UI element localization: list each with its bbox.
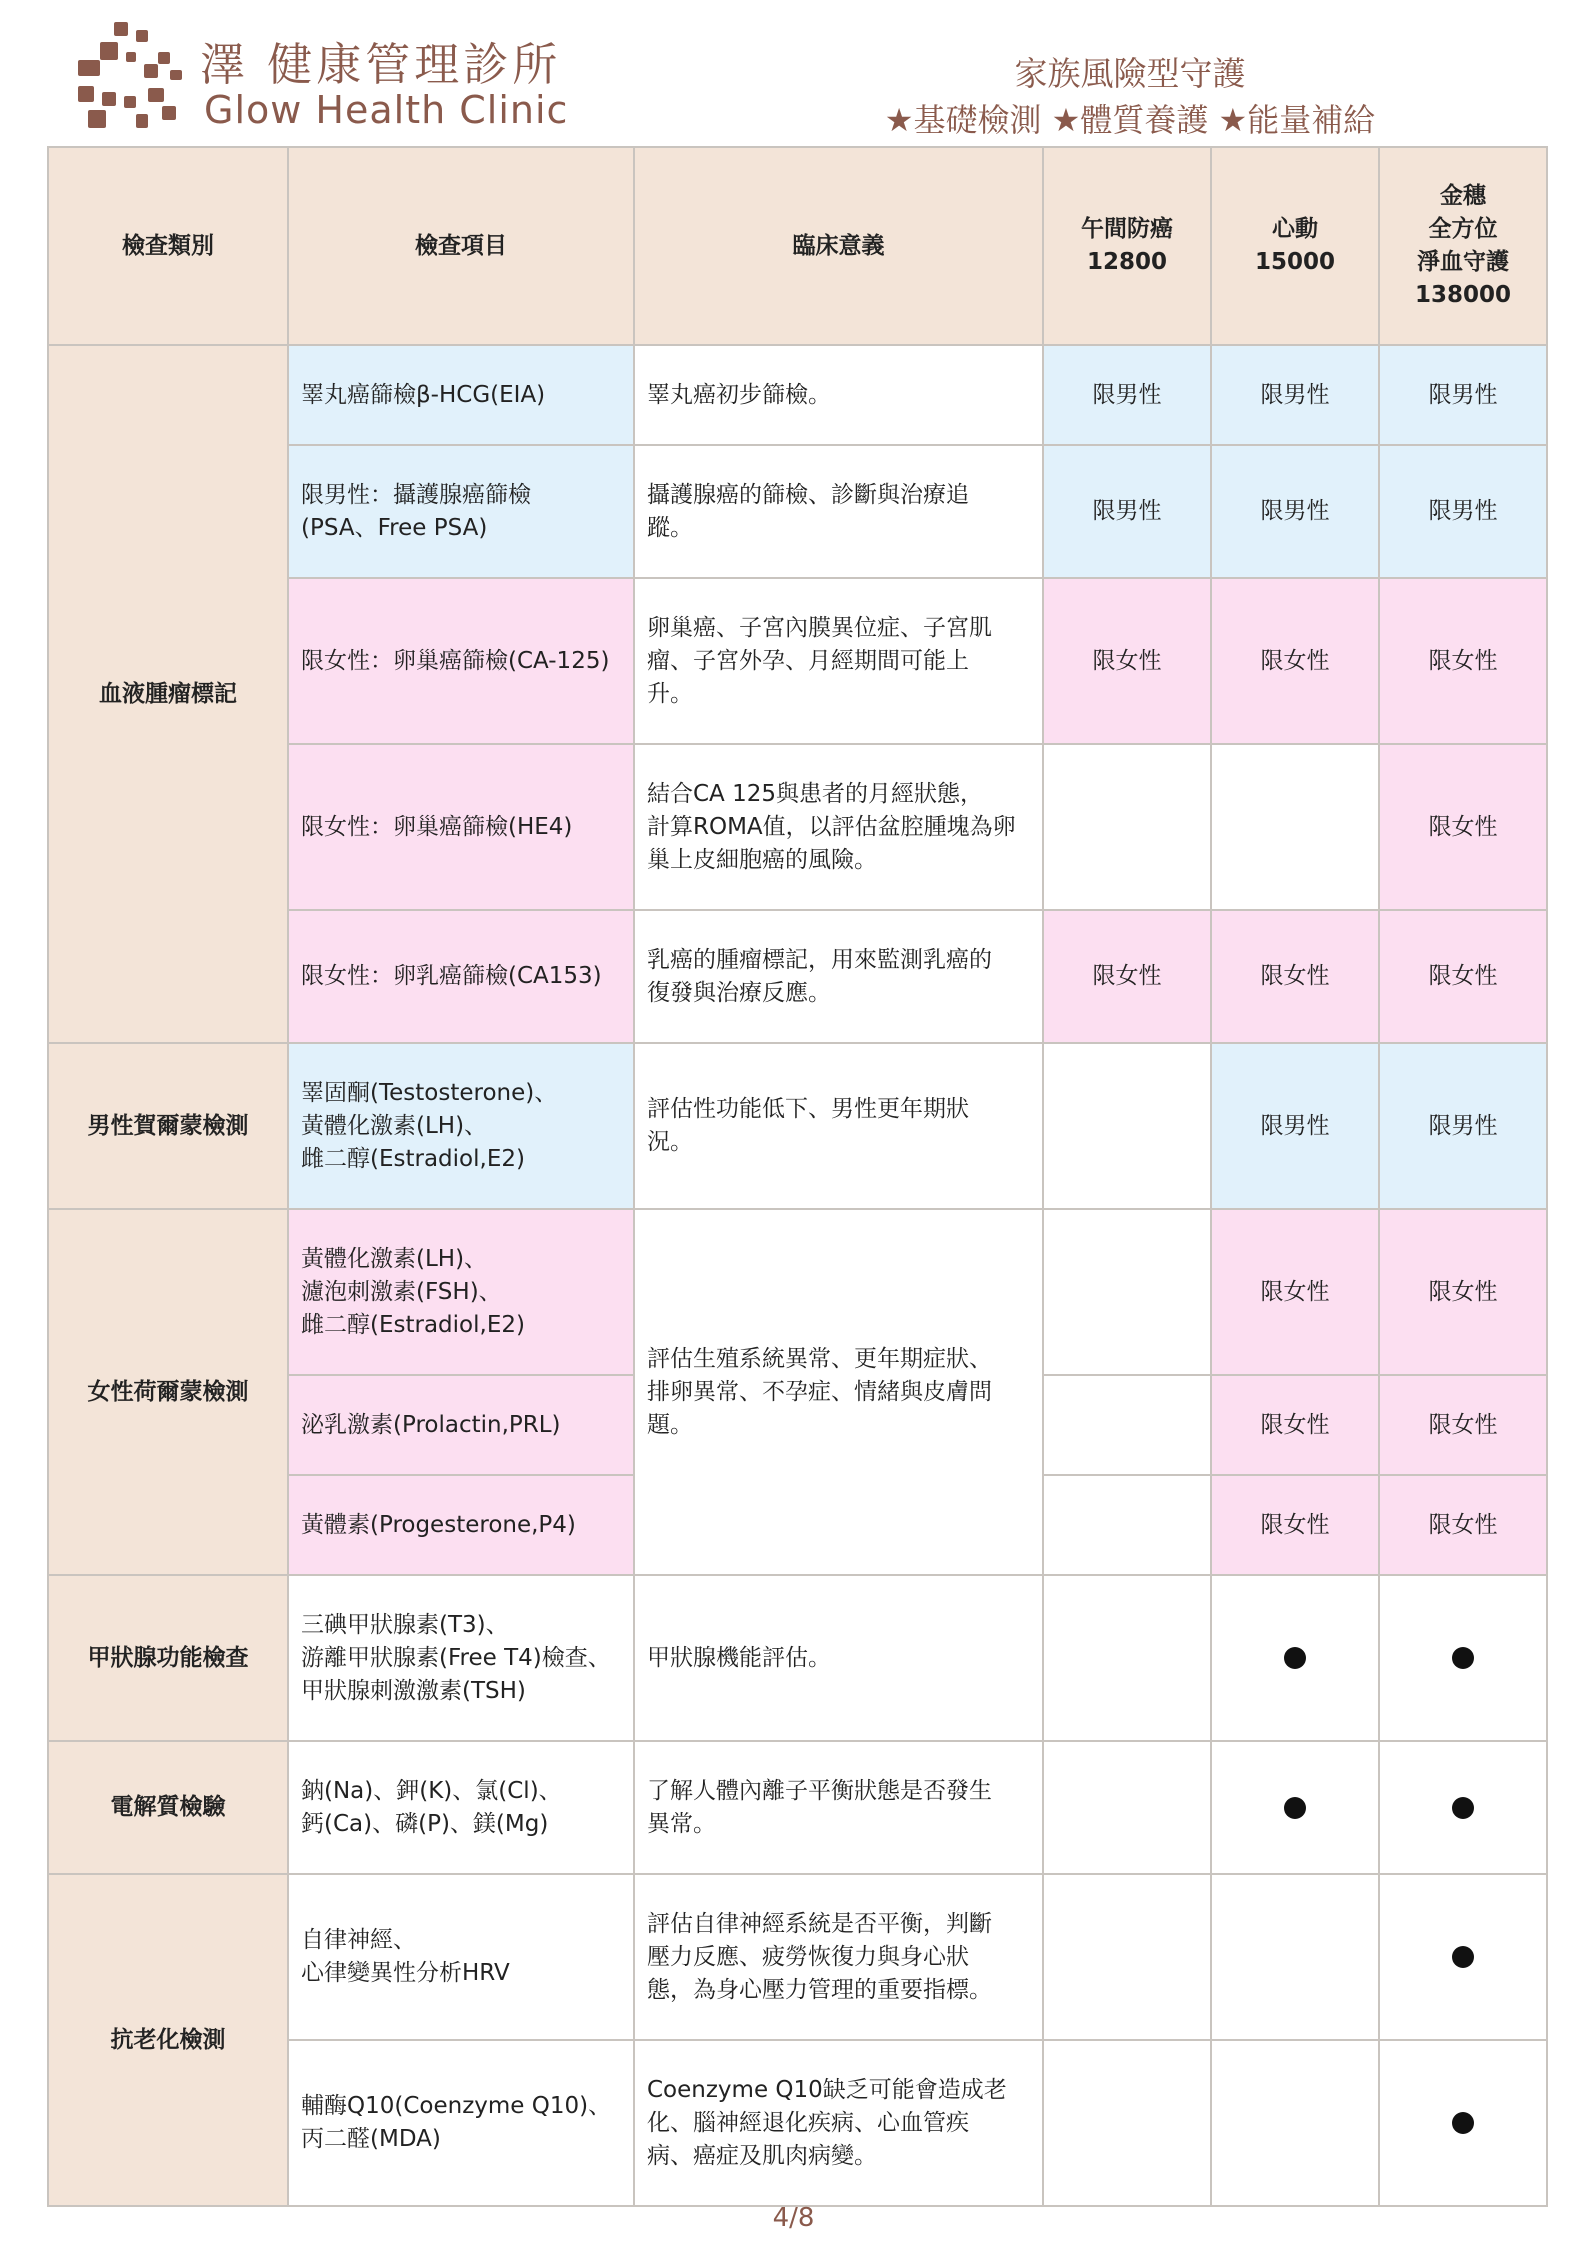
plan-1-cell [1043, 1874, 1211, 2040]
plan-2-cell [1211, 1741, 1379, 1874]
item-line: 鈉(Na)、鉀(K)、氯(Cl)、 [301, 1777, 562, 1804]
included-dot-icon [1452, 1647, 1474, 1669]
item-cell [288, 1043, 634, 1209]
plan-1-cell [1043, 1043, 1211, 1209]
item-line: 黃體化激素(LH)、 [301, 1245, 488, 1272]
item-line: 雌二醇(Estradiol,E2) [301, 1145, 525, 1172]
plan-1-cell: 限女性 [1043, 578, 1211, 744]
header-plan-2 [1211, 147, 1379, 345]
item-line: 雌二醇(Estradiol,E2) [301, 1311, 525, 1338]
item-line: 睪丸癌篩檢β-HCG(EIA) [301, 381, 546, 408]
header-item: 檢查項目 [288, 147, 634, 345]
plan-2-cell [1211, 744, 1379, 910]
plan-3-cell: 限女性 [1379, 1375, 1547, 1475]
included-dot-icon [1284, 1647, 1306, 1669]
plan-1-cell [1043, 1209, 1211, 1375]
header-meaning: 臨床意義 [634, 147, 1043, 345]
item-cell [288, 345, 634, 445]
item-cell [288, 1741, 634, 1874]
item-line: 自律神經、 [301, 1927, 416, 1953]
meaning-line: Coenzyme Q10缺乏可能會造成老 [647, 2076, 1007, 2103]
meaning-cell [634, 1874, 1043, 2040]
plan-1-cell: 限男性 [1043, 445, 1211, 578]
plan-3-cell: 限男性 [1379, 345, 1547, 445]
clinic-logo-icon [78, 22, 184, 134]
included-dot-icon [1284, 1797, 1306, 1819]
meaning-line: 態，為身心壓力管理的重要指標。 [647, 1976, 992, 2003]
meaning-cell [634, 1575, 1043, 1741]
item-cell [288, 1874, 634, 2040]
plan-2-cell [1211, 2040, 1379, 2206]
table-row [48, 1874, 1547, 2040]
item-cell [288, 445, 634, 578]
included-dot-icon [1452, 2112, 1474, 2134]
category-cell: 女性荷爾蒙檢測 [48, 1209, 288, 1575]
meaning-cell [634, 744, 1043, 910]
meaning-line: 巢上皮細胞癌的風險。 [647, 846, 877, 873]
meaning-line: 計算ROMA值，以評估盆腔腫塊為卵 [647, 813, 1016, 840]
page-number: 4/8 [772, 2203, 815, 2233]
item-line: 心律變異性分析HRV [301, 1960, 510, 1986]
meaning-cell [634, 445, 1043, 578]
plan-1-cell: 限男性 [1043, 345, 1211, 445]
header-plan-1 [1043, 147, 1211, 345]
meaning-cell [634, 345, 1043, 445]
item-cell [288, 578, 634, 744]
plan-2-cell [1211, 1575, 1379, 1741]
plan-3-cell: 限女性 [1379, 1209, 1547, 1375]
header-plan-1-name: 午間防癌 [1081, 216, 1173, 242]
meaning-line: 瘤、子宮外孕、月經期間可能上 [647, 647, 969, 674]
plan-slogan-features: ★基礎檢測 ★體質養護 ★能量補給 [884, 101, 1376, 139]
plan-3-cell: 限女性 [1379, 744, 1547, 910]
plan-1-cell [1043, 1375, 1211, 1475]
meaning-line: 攝護腺癌的篩檢、診斷與治療追 [647, 481, 969, 508]
plan-2-cell: 限女性 [1211, 1475, 1379, 1575]
plan-2-cell: 限女性 [1211, 1375, 1379, 1475]
table-row [48, 1043, 1547, 1209]
meaning-line: 蹤。 [647, 514, 693, 541]
plan-2-cell: 限女性 [1211, 910, 1379, 1043]
meaning-cell [634, 1741, 1043, 1874]
meaning-line: 評估自律神經系統是否平衡，判斷 [647, 1910, 992, 1937]
meaning-cell [634, 578, 1043, 744]
meaning-line: 評估生殖系統異常、更年期症狀、 [647, 1345, 992, 1372]
table-row [48, 1209, 1547, 1375]
item-line: 限女性：卵巢癌篩檢(HE4) [301, 813, 573, 840]
plan-1-cell: 限女性 [1043, 910, 1211, 1043]
meaning-cell [634, 1209, 1043, 1575]
item-line: 游離甲狀腺素(Free T4)檢查、 [301, 1644, 611, 1671]
item-line: 睪固酮(Testosterone)、 [301, 1079, 558, 1106]
category-cell: 電解質檢驗 [48, 1741, 288, 1874]
item-cell [288, 910, 634, 1043]
item-line: 泌乳激素(Prolactin,PRL) [301, 1411, 561, 1438]
meaning-line: 異常。 [647, 1810, 716, 1837]
plan-2-cell: 限男性 [1211, 1043, 1379, 1209]
plan-3-cell [1379, 1741, 1547, 1874]
meaning-line: 復發與治療反應。 [647, 979, 831, 1006]
meaning-line: 壓力反應、疲勞恢復力與身心狀 [647, 1943, 969, 1970]
item-line: 丙二醛(MDA) [301, 2126, 441, 2152]
item-line: 濾泡刺激素(FSH)、 [301, 1278, 502, 1305]
category-cell: 甲狀腺功能檢查 [48, 1575, 288, 1741]
plan-3-cell [1379, 1575, 1547, 1741]
plan-1-cell [1043, 2040, 1211, 2206]
included-dot-icon [1452, 1797, 1474, 1819]
meaning-line: 題。 [647, 1411, 693, 1438]
clinic-name-english: Glow Health Clinic [204, 88, 569, 132]
header-plan-3-price: 138000 [1414, 282, 1512, 308]
category-cell: 抗老化檢測 [48, 1874, 288, 2206]
plan-3-cell: 限女性 [1379, 910, 1547, 1043]
plan-1-cell [1043, 1741, 1211, 1874]
item-cell [288, 1575, 634, 1741]
meaning-line: 睪丸癌初步篩檢。 [647, 381, 831, 408]
header-plan-3 [1379, 147, 1547, 345]
plan-3-cell [1379, 1874, 1547, 2040]
header-category: 檢查類別 [48, 147, 288, 345]
item-line: 黃體素(Progesterone,P4) [301, 1511, 576, 1538]
plan-2-cell: 限女性 [1211, 578, 1379, 744]
category-cell: 男性賀爾蒙檢測 [48, 1043, 288, 1209]
meaning-cell [634, 910, 1043, 1043]
plan-3-cell: 限男性 [1379, 1043, 1547, 1209]
header-plan-1-price: 12800 [1086, 249, 1168, 275]
item-line: 鈣(Ca)、磷(P)、鎂(Mg) [301, 1810, 549, 1837]
item-line: 限女性：卵乳癌篩檢(CA153) [301, 963, 602, 989]
meaning-line: 化、腦神經退化疾病、心血管疾 [647, 2109, 969, 2136]
meaning-cell [634, 1043, 1043, 1209]
table-row [48, 345, 1547, 445]
item-line: 輔酶Q10(Coenzyme Q10)、 [301, 2093, 612, 2119]
header-plan-3-name-1: 金穗 [1440, 183, 1486, 209]
plan-3-cell: 限女性 [1379, 578, 1547, 744]
plan-3-cell: 限女性 [1379, 1475, 1547, 1575]
header-plan-3-name-2: 全方位 [1428, 216, 1498, 242]
meaning-line: 結合CA 125與患者的月經狀態， [647, 780, 984, 807]
meaning-line: 甲狀腺機能評估。 [647, 1644, 831, 1671]
meaning-line: 升。 [647, 680, 693, 707]
item-line: 限女性：卵巢癌篩檢(CA-125) [301, 647, 610, 674]
item-cell [288, 1209, 634, 1375]
plan-3-cell: 限男性 [1379, 445, 1547, 578]
plan-2-cell: 限女性 [1211, 1209, 1379, 1375]
meaning-line: 卵巢癌、子宮內膜異位症、子宮肌 [647, 614, 992, 641]
plan-2-cell [1211, 1874, 1379, 2040]
included-dot-icon [1452, 1946, 1474, 1968]
plan-2-cell: 限男性 [1211, 345, 1379, 445]
plan-slogan-title: 家族風險型守護 [1014, 54, 1246, 93]
item-line: 黃體化激素(LH)、 [301, 1112, 488, 1139]
item-cell [288, 2040, 634, 2206]
item-cell [288, 1475, 634, 1575]
table-row [48, 1575, 1547, 1741]
meaning-line: 病、癌症及肌肉病變。 [647, 2142, 877, 2169]
plan-1-cell [1043, 1575, 1211, 1741]
header-plan-3-name-3: 淨血守護 [1417, 249, 1509, 275]
checkup-plan-table [47, 146, 1548, 2207]
header-plan-2-price: 15000 [1254, 249, 1336, 275]
meaning-cell [634, 2040, 1043, 2206]
header-plan-2-name: 心動 [1272, 216, 1318, 242]
plan-2-cell: 限男性 [1211, 445, 1379, 578]
meaning-line: 排卵異常、不孕症、情緒與皮膚問 [647, 1378, 992, 1405]
plan-1-cell [1043, 744, 1211, 910]
table-row [48, 1741, 1547, 1874]
plan-1-cell [1043, 1475, 1211, 1575]
item-cell [288, 1375, 634, 1475]
item-line: 限男性：攝護腺癌篩檢 [301, 481, 531, 508]
meaning-line: 乳癌的腫瘤標記，用來監測乳癌的 [647, 946, 992, 973]
meaning-line: 況。 [647, 1129, 693, 1155]
page-header [0, 0, 1587, 145]
item-line: 三碘甲狀腺素(T3)、 [301, 1611, 509, 1638]
item-line: 甲狀腺刺激激素(TSH) [301, 1677, 526, 1704]
item-cell [288, 744, 634, 910]
category-cell: 血液腫瘤標記 [48, 345, 288, 1043]
meaning-line: 評估性功能低下、男性更年期狀 [647, 1096, 969, 1122]
table-header-row [48, 147, 1547, 345]
meaning-line: 了解人體內離子平衡狀態是否發生 [647, 1777, 992, 1804]
item-line: (PSA、Free PSA) [301, 514, 488, 541]
plan-3-cell [1379, 2040, 1547, 2206]
clinic-name-chinese: 澤 健康管理診所 [200, 38, 562, 91]
